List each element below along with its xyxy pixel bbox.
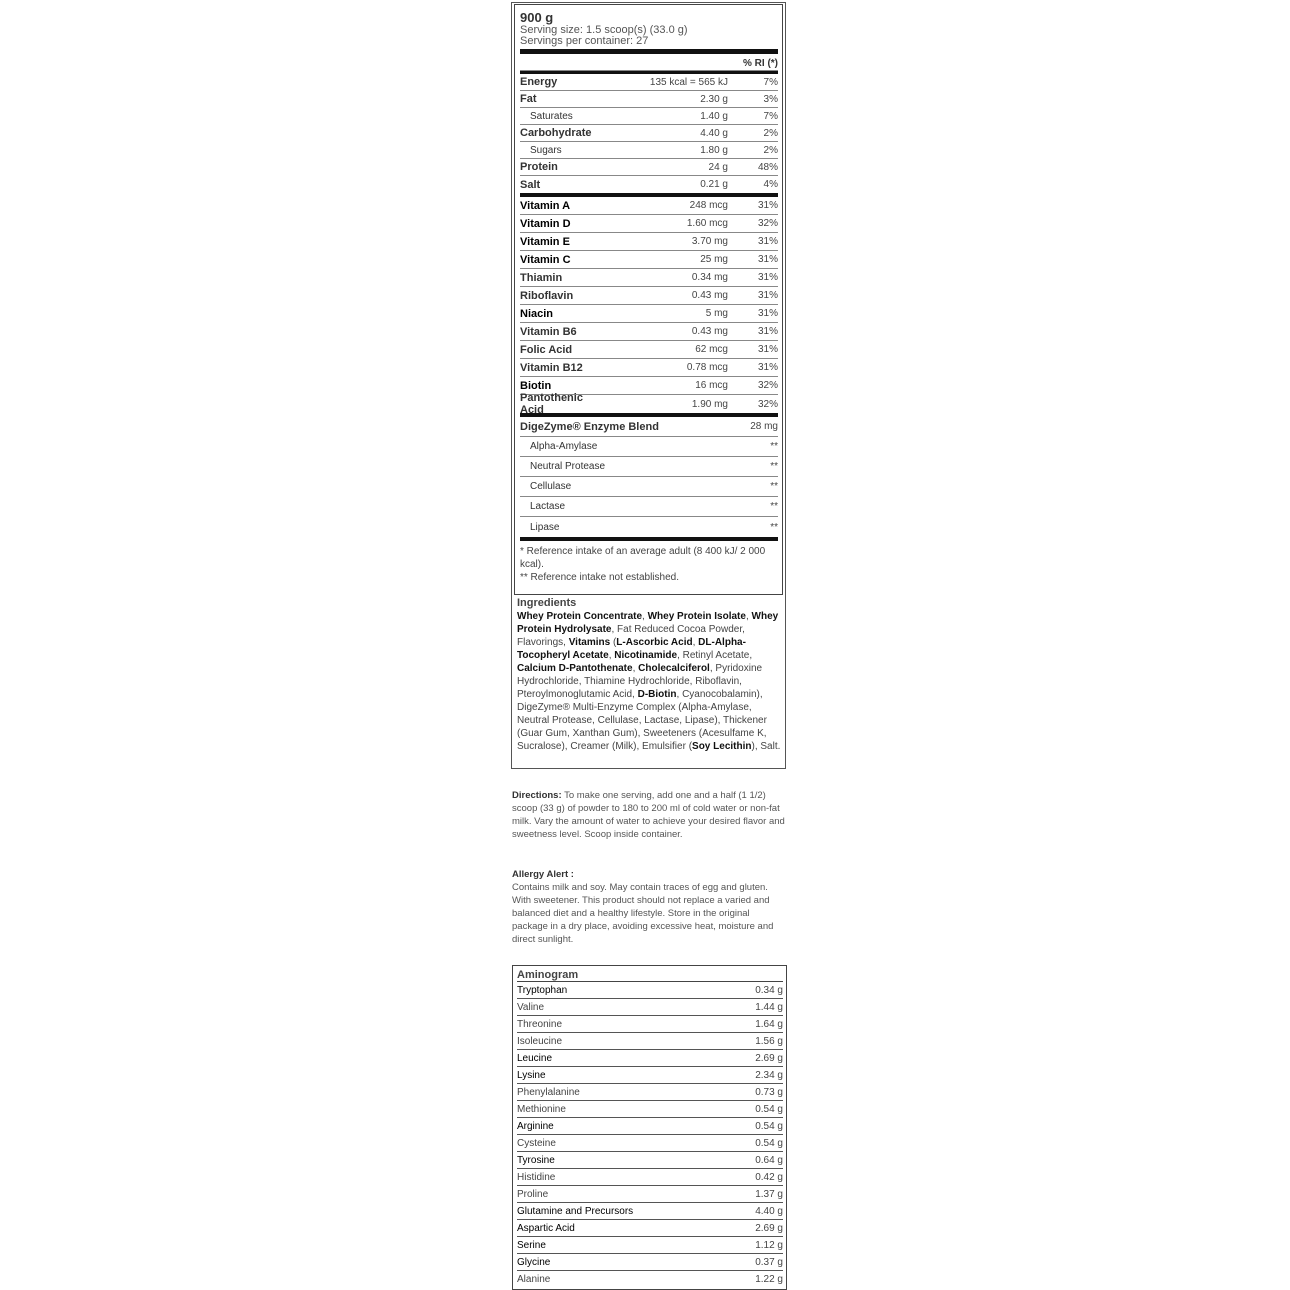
vitamin-name: Biotin — [520, 379, 552, 392]
vitamin-amount: 0.43 mg — [691, 290, 728, 301]
enzyme-name: Neutral Protease — [530, 461, 606, 472]
package-weight: 900 g — [520, 10, 554, 25]
vitamin-name: Riboflavin — [520, 289, 574, 302]
serving-size: Serving size: 1.5 scoop(s) (33.0 g) — [520, 24, 688, 36]
amino-acid-value: 0.64 g — [755, 1154, 783, 1166]
ingredient-text-segment: , — [608, 650, 615, 661]
nutrient-amount: 135 kcal = 565 kJ — [649, 76, 728, 88]
amino-acid-name: Threonine — [517, 1018, 563, 1030]
ingredients-title: Ingredients — [517, 597, 577, 609]
ingredient-highlight: Whey Protein Isolate — [647, 611, 746, 622]
servings-per-container: Servings per container: 27 — [520, 35, 649, 47]
ingredient-highlight: Whey Protein Concentrate — [517, 611, 643, 622]
amino-acid-value: 0.54 g — [755, 1120, 783, 1132]
vitamin-ri: 31% — [757, 236, 778, 247]
vitamin-amount: 3.70 mg — [691, 236, 728, 247]
nutrient-ri: 2% — [763, 144, 778, 156]
vitamin-amount: 25 mg — [700, 254, 728, 265]
ingredient-text-segment: ( — [610, 637, 617, 648]
vitamin-name: Niacin — [520, 307, 554, 320]
aminogram-row — [517, 1237, 783, 1254]
vitamin-row — [520, 359, 778, 377]
enzyme-ri: ** — [770, 481, 778, 492]
ingredient-text-segment: , — [632, 663, 639, 674]
enzyme-table — [520, 437, 778, 537]
ri-column-header — [520, 54, 778, 71]
amino-acid-name: Isoleucine — [517, 1035, 563, 1047]
aminogram-row — [517, 1101, 783, 1118]
nutrient-ri: 2% — [763, 127, 778, 139]
vitamin-row — [520, 323, 778, 341]
vitamin-amount: 62 mcg — [695, 344, 728, 355]
aminogram-row — [517, 1067, 783, 1084]
enzyme-blend-name: DigeZyme® Enzyme Blend — [520, 420, 659, 433]
ri-header-label: % RI (*) — [743, 58, 778, 69]
amino-acid-value: 0.42 g — [755, 1171, 783, 1183]
vitamin-amount: 5 mg — [705, 308, 728, 319]
vitamin-row — [520, 197, 778, 215]
vitamin-row — [520, 233, 778, 251]
amino-acid-name: Alanine — [517, 1274, 551, 1285]
enzyme-ri: ** — [770, 461, 778, 472]
vitamin-amount: 1.90 mg — [691, 398, 728, 410]
nutrition-panel — [511, 2, 786, 769]
amino-acid-name: Leucine — [517, 1052, 553, 1064]
nutrient-ri: 48% — [757, 161, 778, 173]
amino-acid-name: Valine — [517, 1001, 545, 1013]
amino-acid-name: Arginine — [517, 1120, 554, 1132]
amino-acid-value: 4.40 g — [755, 1205, 783, 1217]
vitamin-ri: 31% — [757, 308, 778, 319]
vitamin-amount: 0.78 mcg — [686, 362, 728, 373]
enzyme-name: Alpha-Amylase — [530, 441, 598, 452]
directions-label: Directions: — [512, 790, 562, 801]
divider-thick — [520, 537, 778, 541]
aminogram-row — [517, 1169, 783, 1186]
vitamin-ri: 32% — [757, 380, 778, 391]
amino-acid-value: 0.54 g — [755, 1103, 783, 1115]
nutrient-name: Carbohydrate — [520, 127, 592, 139]
enzyme-name: Cellulase — [530, 481, 572, 492]
enzyme-ri: ** — [770, 501, 778, 512]
amino-acid-name: Tryptophan — [517, 984, 568, 996]
ingredient-highlight: Soy Lecithin — [692, 741, 752, 752]
amino-acid-value: 2.69 g — [755, 1222, 783, 1234]
amino-acid-value: 0.73 g — [755, 1086, 783, 1098]
ingredient-highlight: Vitamins — [568, 637, 611, 648]
amino-acid-name: Aspartic Acid — [517, 1222, 575, 1234]
vitamin-name: Vitamin E — [520, 235, 570, 248]
vitamin-amount: 16 mcg — [695, 380, 728, 391]
vitamin-ri: 31% — [757, 362, 778, 373]
vitamin-table — [520, 197, 778, 416]
nutrient-name: Fat — [520, 93, 537, 105]
enzyme-row — [520, 517, 778, 537]
vitamin-amount: 248 mcg — [689, 200, 728, 211]
ingredient-text-segment: , Retinyl Acetate, — [677, 650, 753, 661]
amino-acid-value: 0.37 g — [755, 1256, 783, 1268]
vitamin-name: Vitamin B6 — [520, 325, 577, 338]
enzyme-ri: ** — [770, 441, 778, 452]
nutrient-row — [520, 125, 778, 142]
vitamin-row — [520, 269, 778, 287]
aminogram-row — [517, 1203, 783, 1220]
vitamin-ri: 31% — [757, 254, 778, 265]
vitamin-amount: 1.60 mcg — [686, 218, 728, 229]
amino-acid-name: Glycine — [517, 1256, 551, 1268]
allergy-label: Allergy Alert : — [512, 869, 574, 880]
vitamin-ri: 31% — [757, 290, 778, 301]
nutrient-ri: 7% — [763, 110, 778, 122]
nutrient-row — [520, 91, 778, 108]
aminogram-row — [517, 1271, 783, 1288]
amino-acid-value: 0.54 g — [755, 1137, 783, 1149]
directions-text: To make one serving, add one and a half (1 1/2) scoop (33 g) of powder to 180 to 200 ml of cold water or non-fat milk. Vary the amount of water to achieve your desired flavor and sweetness level. Scoop inside container. — [512, 790, 785, 840]
directions-block — [512, 789, 787, 841]
macro-table — [520, 74, 778, 193]
ingredient-highlight: Nicotinamide — [614, 650, 678, 661]
vitamin-ri: 31% — [757, 326, 778, 337]
nutrient-amount: 4.40 g — [700, 127, 728, 139]
amino-acid-value: 1.12 g — [755, 1239, 783, 1251]
amino-acid-name: Methionine — [517, 1103, 566, 1115]
enzyme-name: Lactase — [530, 501, 566, 512]
amino-acid-value: 2.34 g — [755, 1069, 783, 1081]
ingredient-text-segment: , — [642, 611, 648, 622]
ingredient-highlight: DL-Alpha-Tocopheryl Acetate — [517, 637, 746, 661]
nutrient-row — [520, 142, 778, 159]
ingredients-text — [517, 610, 783, 753]
nutrient-name: Salt — [520, 178, 541, 191]
allergy-text: Contains milk and soy. May contain traces of egg and gluten. With sweetener. This product should not replace a varied and balanced diet and a healthy lifestyle. Store in the original package in a dry place, avoiding excessive heat, moisture and direct sunlight. — [512, 882, 774, 945]
amino-acid-value: 1.22 g — [755, 1274, 783, 1285]
aminogram-row — [517, 1135, 783, 1152]
ingredient-highlight: D-Biotin — [637, 689, 677, 700]
aminogram-title: Aminogram — [517, 968, 783, 982]
ingredient-text-segment: ), Salt. — [751, 741, 781, 752]
footnote-reference-intake: * Reference intake of an average adult (8 400 kJ/ 2 000 kcal). — [520, 546, 766, 570]
vitamin-row — [520, 392, 778, 416]
vitamin-ri: 31% — [757, 200, 778, 211]
nutrient-ri: 7% — [763, 76, 778, 88]
amino-acid-value: 1.44 g — [755, 1001, 783, 1013]
amino-acid-value: 0.34 g — [755, 984, 783, 996]
aminogram-row — [517, 1033, 783, 1050]
footnote-not-established: ** Reference intake not established. — [520, 572, 679, 583]
enzyme-row — [520, 457, 778, 477]
vitamin-amount: 0.43 mg — [691, 326, 728, 337]
enzyme-ri: ** — [770, 521, 778, 533]
nutrient-name: Energy — [520, 76, 558, 88]
amino-acid-name: Tyrosine — [517, 1154, 555, 1166]
vitamin-row — [520, 287, 778, 305]
aminogram-row — [517, 1254, 783, 1271]
aminogram-row — [517, 999, 783, 1016]
vitamin-name: Thiamin — [520, 271, 563, 284]
amino-acid-value: 1.56 g — [755, 1035, 783, 1047]
vitamin-ri: 32% — [757, 398, 778, 410]
nutrient-amount: 24 g — [708, 161, 728, 173]
aminogram-row — [517, 1220, 783, 1237]
vitamin-name: Vitamin B12 — [520, 361, 583, 374]
aminogram-row — [517, 1050, 783, 1067]
allergy-block — [512, 868, 787, 946]
amino-acid-name: Glutamine and Precursors — [517, 1205, 634, 1217]
nutrient-name: Protein — [520, 161, 558, 173]
vitamin-row — [520, 215, 778, 233]
ingredient-text-segment: , Pyridoxine Hydrochloride, Thiamine Hydrochloride, Riboflavin, Pteroylmonoglutamic Acid, — [517, 663, 763, 700]
enzyme-name: Lipase — [530, 521, 560, 533]
nutrient-row — [520, 159, 778, 176]
aminogram-row — [517, 1016, 783, 1033]
ingredient-text-segment: , Fat Reduced Cocoa Powder, Flavorings, — [517, 624, 745, 648]
nutrient-amount: 0.21 g — [700, 179, 728, 190]
aminogram-row — [517, 1186, 783, 1203]
enzyme-row — [520, 437, 778, 457]
nutrient-name: Sugars — [530, 144, 562, 156]
nutrition-facts-box — [514, 4, 783, 595]
nutrient-ri: 3% — [763, 93, 778, 105]
vitamin-ri: 31% — [757, 344, 778, 355]
aminogram-rows — [517, 982, 783, 1288]
nutrient-amount: 2.30 g — [700, 93, 728, 105]
nutrient-row — [520, 108, 778, 125]
vitamin-name: Vitamin D — [520, 217, 571, 230]
aminogram-row — [517, 1152, 783, 1169]
aminogram-table — [512, 965, 787, 1290]
ingredient-highlight: Calcium D-Pantothenate — [517, 663, 633, 674]
vitamin-amount: 0.34 mg — [691, 272, 728, 283]
nutrient-ri: 4% — [763, 179, 778, 190]
vitamin-row — [520, 251, 778, 269]
vitamin-row — [520, 341, 778, 359]
vitamin-name: Vitamin C — [520, 253, 571, 266]
aminogram-row — [517, 1084, 783, 1101]
ingredient-text-segment: , Cyanocobalamin), DigeZyme® Multi-Enzyme Complex (Alpha-Amylase, Neutral Protease, Cellulase, Lactase, Lipase), Thickener (Guar Gum, Xanthan Gum), Sweeteners (Acesulfame K, Sucralose), Creamer (Milk), Emulsifier ( — [517, 689, 767, 752]
ingredient-text-segment: , — [745, 611, 752, 622]
vitamin-ri: 31% — [757, 272, 778, 283]
amino-acid-name: Phenylalanine — [517, 1086, 580, 1098]
enzyme-blend-amount: 28 mg — [750, 421, 778, 432]
amino-acid-value: 1.64 g — [755, 1018, 783, 1030]
nutrient-row — [520, 176, 778, 193]
vitamin-ri: 32% — [757, 218, 778, 229]
enzyme-row — [520, 497, 778, 517]
vitamin-name: Pantothenic Acid — [520, 392, 583, 416]
amino-acid-name: Histidine — [517, 1171, 556, 1183]
aminogram-row — [517, 1118, 783, 1135]
enzyme-blend-row — [520, 417, 778, 437]
ingredient-highlight: Whey Protein Hydrolysate — [517, 611, 779, 635]
aminogram-row — [517, 982, 783, 999]
amino-acid-name: Serine — [517, 1239, 546, 1251]
vitamin-name: Vitamin A — [520, 199, 571, 212]
amino-acid-value: 2.69 g — [755, 1052, 783, 1064]
nutrient-row — [520, 74, 778, 91]
nutrient-name: Saturates — [530, 110, 573, 122]
ingredients-block — [517, 597, 783, 753]
amino-acid-name: Lysine — [517, 1069, 546, 1081]
amino-acid-name: Proline — [517, 1188, 549, 1200]
amino-acid-name: Cysteine — [517, 1137, 556, 1149]
enzyme-row — [520, 477, 778, 497]
nutrient-amount: 1.80 g — [700, 144, 728, 156]
ingredient-text-segment: , — [692, 637, 699, 648]
nutrient-amount: 1.40 g — [700, 110, 728, 122]
vitamin-row — [520, 305, 778, 323]
vitamin-name: Folic Acid — [520, 343, 573, 356]
ingredient-highlight: L-Ascorbic Acid — [616, 637, 693, 648]
ingredient-highlight: Cholecalciferol — [638, 663, 710, 674]
amino-acid-value: 1.37 g — [755, 1188, 783, 1200]
